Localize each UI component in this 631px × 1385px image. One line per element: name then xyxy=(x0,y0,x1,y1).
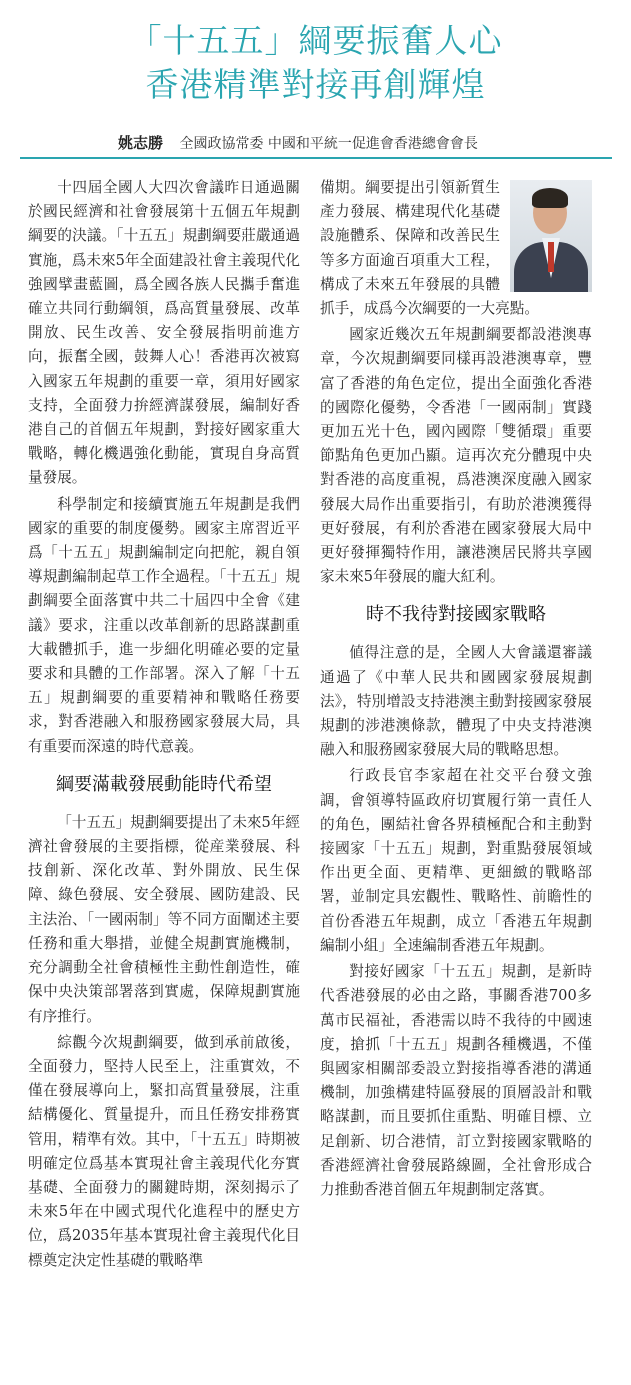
headline-line-1: 「十五五」綱要振奮人心 xyxy=(128,21,503,60)
article-column-right xyxy=(320,176,592,1204)
paragraph: 「十五五」規劃綱要提出了未來5年經濟社會發展的主要指標，從産業發展、科技創新、深化改革、對外開放、民生保障、綠色發展、安全發展、國防建設、民主法治、「一國兩制」等不同方面闡述主要任務和重大舉措，並健全規劃實施機制，充分調動全社會積極性主動性創造性，確保中央決策部署落到實處，保障規劃實施有序推行。 xyxy=(28,813,300,1025)
author-titles: 全國政協常委 中國和平統一促進會香港總會會長 xyxy=(179,136,478,152)
paragraph: 十四屆全國人大四次會議昨日通過關於國民經濟和社會發展第十五個五年規劃綱要的決議。「十五五」規劃綱要莊嚴通過實施，爲未來5年全面建設社會主義現代化強國擘畫藍圖，爲全國各族人民攜手奮進確立共同行動綱領，爲高質量發展、改革開放、民生改善、安全發展指明前進方向，振奮全國，鼓舞人心！香港再次被寫入國家五年規劃的重要一章，須用好國家支持，全面發力拚經濟謀發展，編制好香港自己的首個五年規劃，對接好國家重大戰略，轉化機遇強化動能，實現自身高質量發展。 xyxy=(28,179,300,487)
paragraph: 國家近幾次五年規劃綱要都設港澳專章，今次規劃綱要同樣再設港澳專章，豐富了香港的角色定位，提出全面強化香港的國際化優勢，令香港「一國兩制」實踐更加五光十色，國內國際「雙循環」重要節點角色更加凸顯。這再次充分體現中央對香港的高度重視，爲港澳深度融入國家發展大局作出重要指引，有助於港澳獲得更好發展，有利於香港在國家發展大局中更好發揮獨特作用，讓港澳居民將共享國家未來5年發展的龐大紅利。 xyxy=(320,326,592,586)
author-portrait-photo xyxy=(510,180,592,292)
article-column-left xyxy=(28,176,300,1275)
paragraph: 綜觀今次規劃綱要，做到承前啟後，全面發力，堅持人民至上，注重實效，不僅在發展導向上，緊扣高質量發展，注重結構優化、質量提升，而且任務安排務實管用，精準有效。其中，「十五五」時期被明確定位爲基本實現社會主義現代化夯實基礎、全面發力的關鍵時期，深刻揭示了未來5年在中國式現代化進程中的歷史方位，爲2035年基本實現社會主義現代化目標奠定決定性基礎的戰略準 xyxy=(28,1033,300,1269)
headline-line-2: 香港精準對接再創輝煌 xyxy=(145,65,486,104)
paragraph: 行政長官李家超在社交平台發文強調，會領導特區政府切實履行第一責任人的角色，團結社會各界積極配合和主動對接國家「十五五」規劃，對重點發展領域作出更全面、更精準、更細緻的戰略部署，並制定具宏觀性、戰略性、前瞻性的首份香港五年規劃，成立「香港五年規劃編制小組」全速編制香港五年規劃。 xyxy=(320,767,592,954)
paragraph: 備期。綱要提出引領新質生產力發展、構建現代化基礎設施體系、保障和改善民生等多方面逾百項重大工程，構成了未來五年發展的具體抓手，成爲今次綱要的一大亮點。 xyxy=(320,179,539,318)
paragraph: 科學制定和接續實施五年規劃是我們國家的重要的制度優勢。國家主席習近平爲「十五五」規劃編制定向把舵，親自領導規劃編制起草工作全過程。「十五五」規劃綱要全面落實中共二十屆四中全會《建議》要求，注重以改革創新的思路謀劃重大載體抓手，進一步細化明確必要的定量要求和具體的工作部署。深入了解「十五五」規劃綱要的重要精神和戰略任務要求，對香港融入和服務國家發展大局，具有重要而深遠的時代意義。 xyxy=(28,495,300,755)
section-subheading: 綱要滿載發展動能時代希望 xyxy=(56,773,272,795)
author-name: 姚志勝 xyxy=(118,134,164,152)
section-subheading: 時不我待對接國家戰略 xyxy=(366,604,546,626)
paragraph: 對接好國家「十五五」規劃，是新時代香港發展的必由之路，事關香港700多萬市民福祉，香港需以時不我待的中國速度，搶抓「十五五」規劃各種機遇，不僅與國家相關部委設立對接指導香港的溝通機制，加強構建特區發展的頂層設計和戰略謀劃，而且要抓住重點、明確目標、立足創新、切合港情，訂立對接國家戰略的香港經濟社會發展路線圖，全社會形成合力推動香港首個五年規劃制定落實。 xyxy=(320,963,592,1198)
byline xyxy=(118,134,478,153)
header-divider xyxy=(20,157,612,159)
paragraph: 値得注意的是，全國人大會議還審議通過了《中華人民共和國國家發展規劃法》，特別增設支持港澳主動對接國家發展規劃的涉港澳條款，體現了中央支持港澳融入和服務國家發展大局的戰略思想。 xyxy=(320,644,592,759)
